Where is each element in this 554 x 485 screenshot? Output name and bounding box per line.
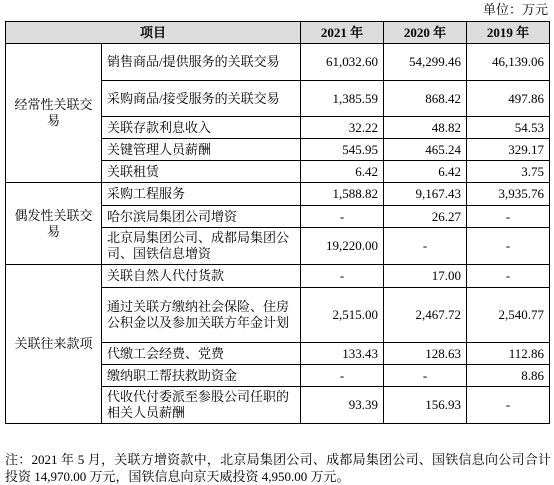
value-2020: 128.63 <box>384 343 467 365</box>
value-2021: - <box>301 265 384 288</box>
value-2021: 61,032.60 <box>301 44 384 81</box>
item-cell: 关联存款利息收入 <box>102 117 301 139</box>
header-2020: 2020 年 <box>384 22 467 44</box>
item-cell: 通过关联方缴纳社会保险、住房公积金以及参加关联方年金计划 <box>102 288 301 343</box>
item-cell: 关联自然人代付货款 <box>102 265 301 288</box>
item-cell: 采购商品/接受服务的关联交易 <box>102 81 301 117</box>
item-cell: 缴纳职工帮扶救助资金 <box>102 365 301 387</box>
table-row <box>6 265 550 288</box>
category-cell: 偶发性关联交易 <box>6 183 102 265</box>
value-2021: 32.22 <box>301 117 384 139</box>
unit-label: 单位：万元 <box>482 2 548 17</box>
value-2019: - <box>467 228 550 265</box>
item-cell: 北京局集团公司、成都局集团公司、国铁信息增资 <box>102 228 301 265</box>
value-2021: 2,515.00 <box>301 288 384 343</box>
value-2020: 54,299.46 <box>384 44 467 81</box>
related-transactions-table <box>5 21 550 424</box>
value-2020: 26.27 <box>384 206 467 228</box>
item-cell: 哈尔滨局集团公司增资 <box>102 206 301 228</box>
value-2019: 46,139.06 <box>467 44 550 81</box>
value-2020: 156.93 <box>384 387 467 424</box>
value-2019: 497.86 <box>467 81 550 117</box>
value-2019: 112.86 <box>467 343 550 365</box>
value-2021: 1,588.82 <box>301 183 384 206</box>
item-cell: 关联租赁 <box>102 161 301 183</box>
item-cell: 关键管理人员薪酬 <box>102 139 301 161</box>
item-cell: 采购工程服务 <box>102 183 301 206</box>
value-2019: 3,935.76 <box>467 183 550 206</box>
value-2019: 329.17 <box>467 139 550 161</box>
value-2019: - <box>467 265 550 288</box>
item-cell: 销售商品/提供服务的关联交易 <box>102 44 301 81</box>
table-row <box>6 44 550 81</box>
value-2019: 8.86 <box>467 365 550 387</box>
table-row <box>6 183 550 206</box>
header-2019: 2019 年 <box>467 22 550 44</box>
value-2020: 17.00 <box>384 265 467 288</box>
value-2021: 1,385.59 <box>301 81 384 117</box>
value-2020: - <box>384 365 467 387</box>
footnote: 注：2021 年 5 月，关联方增资款中，北京局集团公司、成都局集团公司、国铁信息向公司合计投资 14,970.00 万元，国铁信息向京天威投资 4,950.00 万元。 <box>5 452 551 484</box>
value-2020: 868.42 <box>384 81 467 117</box>
category-cell: 关联往来款项 <box>6 265 102 424</box>
item-cell: 代收代付委派至参股公司任职的相关人员薪酬 <box>102 387 301 424</box>
value-2019: - <box>467 206 550 228</box>
header-2021: 2021 年 <box>301 22 384 44</box>
value-2019: - <box>467 387 550 424</box>
value-2020: 9,167.43 <box>384 183 467 206</box>
value-2019: 3.75 <box>467 161 550 183</box>
value-2021: 19,220.00 <box>301 228 384 265</box>
value-2020: 2,467.72 <box>384 288 467 343</box>
value-2019: 2,540.77 <box>467 288 550 343</box>
value-2020: 465.24 <box>384 139 467 161</box>
value-2021: 93.39 <box>301 387 384 424</box>
value-2021: - <box>301 206 384 228</box>
header-row <box>6 22 550 44</box>
value-2021: 6.42 <box>301 161 384 183</box>
value-2021: 545.95 <box>301 139 384 161</box>
value-2021: - <box>301 365 384 387</box>
value-2020: - <box>384 228 467 265</box>
category-cell: 经常性关联交易 <box>6 44 102 183</box>
value-2019: 54.53 <box>467 117 550 139</box>
item-cell: 代缴工会经费、党费 <box>102 343 301 365</box>
header-item: 项目 <box>6 22 301 44</box>
value-2020: 48.82 <box>384 117 467 139</box>
value-2020: 6.42 <box>384 161 467 183</box>
value-2021: 133.43 <box>301 343 384 365</box>
